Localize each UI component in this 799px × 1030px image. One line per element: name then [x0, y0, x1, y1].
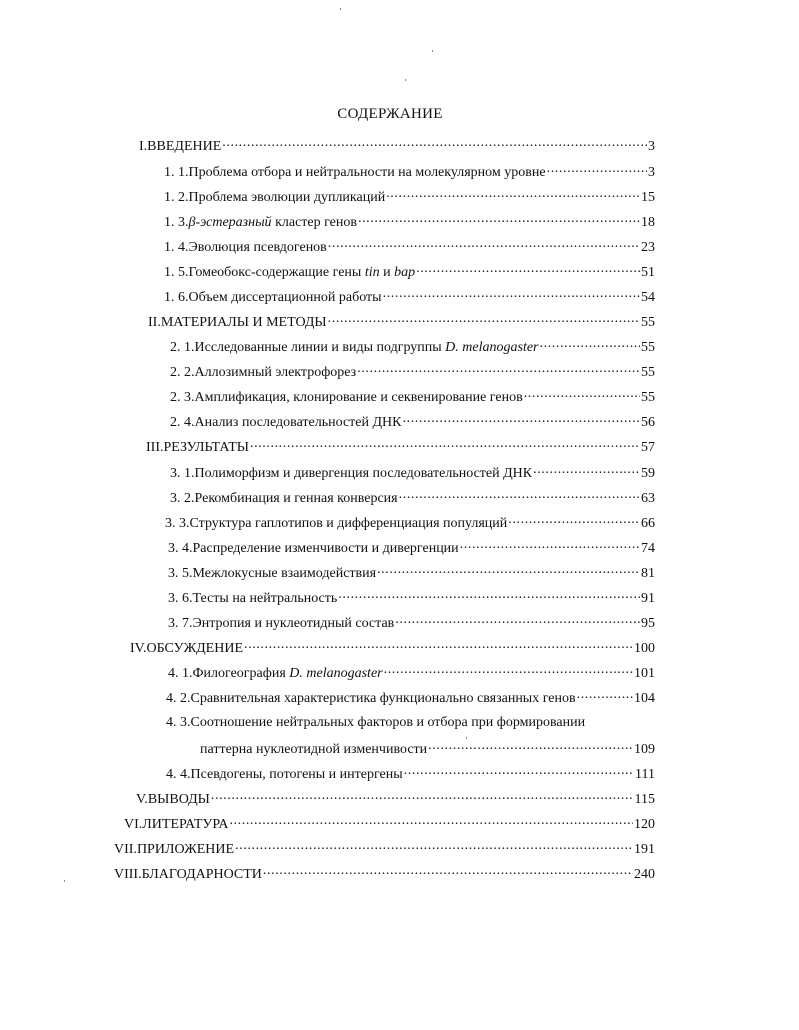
toc-page-number: 51 — [641, 265, 655, 280]
toc-entry — [146, 437, 655, 457]
toc-page-number: 111 — [635, 767, 655, 782]
toc-entry — [168, 538, 655, 558]
toc-entry-label: Проблема эволюции дупликаций — [188, 190, 386, 205]
toc-entry-label: Проблема отбора и нейтральности на молекулярном уровне — [188, 165, 546, 180]
toc-entry-number: 1. 3. — [164, 215, 189, 230]
toc-page-number: 109 — [634, 742, 655, 757]
toc-entry — [164, 187, 655, 207]
toc-entry-number: 2. 1. — [170, 340, 195, 355]
toc-entry-label: Анализ последовательностей ДНК — [194, 415, 402, 430]
toc-entry-label: Псевдогены, потогены и интергены — [190, 767, 403, 782]
toc-entry — [136, 789, 655, 809]
toc-entry-number: 3. 4. — [168, 541, 193, 556]
toc-entry-label: Энтропия и нуклеотидный состав — [192, 616, 395, 631]
toc-leader-dots — [404, 764, 634, 778]
toc-entry-number: 2. 4. — [170, 415, 195, 430]
toc-entry-label: Эволюция псевдогенов — [188, 240, 327, 255]
toc-entry-label: МАТЕРИАЛЫ И МЕТОДЫ — [160, 315, 327, 330]
page-title: СОДЕРЖАНИЕ — [337, 106, 443, 122]
toc-entry-number: 3. 5. — [168, 566, 193, 581]
toc-entry — [170, 387, 655, 407]
toc-entry — [166, 714, 655, 732]
toc-entry-label: Объем диссертационной работы — [188, 290, 382, 305]
toc-page-number: 15 — [641, 190, 655, 205]
toc-entry-number: 1. 1. — [164, 165, 189, 180]
toc-leader-dots — [460, 538, 640, 552]
toc-entry — [170, 337, 655, 357]
toc-entry-label: БЛАГОДАРНОСТИ — [141, 867, 262, 882]
toc-entry — [148, 312, 655, 332]
toc-leader-dots — [338, 588, 640, 602]
toc-page-number: 54 — [641, 290, 655, 305]
toc-leader-dots — [540, 337, 641, 351]
toc-entry-number: 1. 6. — [164, 290, 189, 305]
toc-entry-label: Гомеобокс-содержащие гены tin и bap — [188, 265, 416, 280]
toc-entry — [170, 412, 655, 432]
toc-entry-label: ПРИЛОЖЕНИЕ — [136, 842, 235, 857]
toc-entry-number: VII. — [114, 842, 137, 857]
toc-entry-number: VI. — [124, 817, 143, 832]
toc-entry-label: Исследованные линии и виды подгруппы D. melanogaster — [194, 340, 539, 355]
toc-leader-dots — [357, 362, 640, 376]
toc-page-number: 66 — [641, 516, 655, 531]
toc-entry-label: Филогеография D. melanogaster — [192, 666, 383, 681]
toc-leader-dots — [416, 262, 640, 276]
toc-entry — [114, 864, 655, 884]
toc-entry-label: ВВЕДЕНИЕ — [147, 139, 222, 154]
toc-entry-number: 3. 3. — [165, 516, 190, 531]
toc-page-number: 3 — [648, 139, 655, 154]
toc-leader-dots — [250, 437, 640, 451]
scan-speck — [340, 8, 341, 10]
toc-entry — [164, 162, 655, 182]
toc-leader-dots — [428, 739, 633, 753]
toc-leader-dots — [383, 287, 640, 301]
toc-page-number: 3 — [648, 165, 655, 180]
toc-entry-label: Полиморфизм и дивергенция последовательностей ДНК — [194, 466, 533, 481]
scan-speck — [432, 50, 433, 52]
toc-leader-dots — [229, 814, 633, 828]
toc-entry-number: 3. 6. — [168, 591, 193, 606]
toc-page-number: 55 — [641, 390, 655, 405]
toc-entry-number: 2. 3. — [170, 390, 195, 405]
toc-leader-dots — [399, 488, 640, 502]
toc-leader-dots — [328, 312, 640, 326]
toc-page-number: 101 — [634, 666, 655, 681]
toc-page-number: 100 — [634, 641, 655, 656]
toc-leader-dots — [222, 136, 647, 150]
toc-entry — [168, 613, 655, 633]
toc-page-number: 240 — [634, 867, 655, 882]
toc-entry-number: II. — [148, 315, 161, 330]
toc-page-number: 120 — [634, 817, 655, 832]
toc-page-number: 104 — [634, 691, 655, 706]
toc-entry — [170, 488, 655, 508]
toc-entry — [168, 663, 655, 683]
toc-page-number: 55 — [641, 340, 655, 355]
toc-page-number: 55 — [641, 315, 655, 330]
toc-entry-number: 3. 2. — [170, 491, 195, 506]
toc-entry-label: Межлокусные взаимодействия — [192, 566, 377, 581]
toc-entry — [139, 136, 655, 156]
toc-entry-number: 3. 7. — [168, 616, 193, 631]
toc-entry — [166, 764, 655, 784]
toc-page-number: 91 — [641, 591, 655, 606]
toc-entry — [114, 839, 655, 859]
toc-leader-dots — [384, 663, 633, 677]
toc-entry-label: РЕЗУЛЬТАТЫ — [163, 440, 249, 455]
toc-entry — [164, 262, 655, 282]
toc-entry-label: Соотношение нейтральных факторов и отбора при формировании — [190, 715, 586, 730]
toc-entry — [164, 287, 655, 307]
toc-entry-number: 4. 4. — [166, 767, 191, 782]
toc-entry-number: IV. — [130, 641, 147, 656]
toc-entry-number: 4. 3. — [166, 715, 191, 730]
toc-page-number: 56 — [641, 415, 655, 430]
toc-entry-number: 1. 2. — [164, 190, 189, 205]
toc-entry-number: III. — [146, 440, 164, 455]
toc-entry — [166, 688, 655, 708]
toc-leader-dots — [524, 387, 640, 401]
toc-page-number: 55 — [641, 365, 655, 380]
toc-leader-dots — [403, 412, 641, 426]
toc-page-number: 23 — [641, 240, 655, 255]
toc-page-number: 95 — [641, 616, 655, 631]
toc-leader-dots — [358, 212, 640, 226]
toc-page-number: 18 — [641, 215, 655, 230]
toc-entry — [164, 212, 655, 232]
toc-entry-number: 2. 2. — [170, 365, 195, 380]
toc-entry — [200, 739, 655, 759]
toc-entry — [168, 563, 655, 583]
toc-entry-number: 4. 1. — [168, 666, 193, 681]
toc-entry-label: ВЫВОДЫ — [147, 792, 210, 807]
toc-entry-number: I. — [139, 139, 148, 154]
toc-entry-number: V. — [136, 792, 148, 807]
toc-entry-number: 4. 2. — [166, 691, 191, 706]
toc-leader-dots — [547, 162, 647, 176]
toc-entry — [168, 588, 655, 608]
toc-entry — [130, 638, 655, 658]
toc-entry-label: Распределение изменчивости и дивергенции — [192, 541, 459, 556]
toc-entry — [170, 463, 655, 483]
toc-leader-dots — [235, 839, 633, 853]
toc-entry-number: VIII. — [114, 867, 142, 882]
toc-page-number: 74 — [641, 541, 655, 556]
toc-entry — [170, 362, 655, 382]
toc-entry-label: ОБСУЖДЕНИЕ — [146, 641, 244, 656]
toc-page-number: 63 — [641, 491, 655, 506]
toc-entry — [124, 814, 655, 834]
toc-entry-label: Аллозимный электрофорез — [194, 365, 357, 380]
toc-entry-label: паттерна нуклеотидной изменчивости — [200, 742, 428, 757]
toc-entry — [164, 237, 655, 257]
toc-leader-dots — [263, 864, 633, 878]
toc-entry-label: ЛИТЕРАТУРА — [142, 817, 229, 832]
toc-entry-label: Тесты на нейтральность — [192, 591, 338, 606]
toc-entry — [165, 513, 655, 533]
toc-page-number: 115 — [634, 792, 655, 807]
toc-leader-dots — [328, 237, 640, 251]
scan-speck — [64, 880, 65, 882]
toc-leader-dots — [211, 789, 634, 803]
toc-leader-dots — [533, 463, 640, 477]
toc-leader-dots — [395, 613, 640, 627]
scan-speck — [405, 79, 406, 81]
toc-entry-label: Сравнительная характеристика функционально связанных генов — [190, 691, 576, 706]
toc-entry-label: Структура гаплотипов и дифференциация популяций — [189, 516, 508, 531]
toc-entry-number: 1. 4. — [164, 240, 189, 255]
toc-leader-dots — [577, 688, 633, 702]
toc-leader-dots — [377, 563, 640, 577]
toc-page-number: 81 — [641, 566, 655, 581]
toc-page-number: 59 — [641, 466, 655, 481]
toc-entry-label: β-эстеразный кластер генов — [188, 215, 357, 230]
toc-leader-dots — [386, 187, 640, 201]
toc-leader-dots — [508, 513, 640, 527]
toc-entry-label: Рекомбинация и генная конверсия — [194, 491, 398, 506]
toc-page-number: 57 — [641, 440, 655, 455]
toc-leader-dots — [244, 638, 633, 652]
toc-entry-label: Амплификация, клонирование и секвенирование генов — [194, 390, 523, 405]
toc-entry-number: 1. 5. — [164, 265, 189, 280]
toc-entry-number: 3. 1. — [170, 466, 195, 481]
toc-page-number: 191 — [634, 842, 655, 857]
